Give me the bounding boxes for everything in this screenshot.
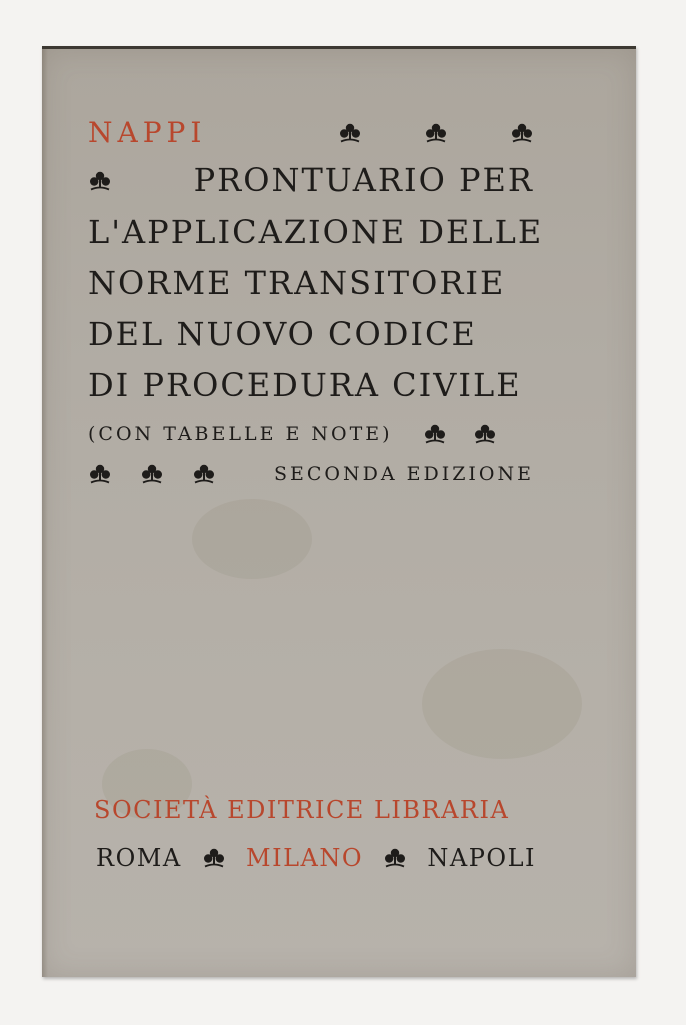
ornament-group: [338, 122, 534, 144]
subtitle: (CON TABELLE E NOTE): [88, 423, 393, 445]
cities-row: [96, 843, 536, 873]
title-text: DI PROCEDURA CIVILE: [88, 366, 522, 404]
publisher-row: [94, 795, 536, 825]
club-ornament-icon: [473, 423, 497, 445]
city-napoli: NAPOLI: [427, 844, 536, 872]
author-row: [88, 116, 534, 149]
club-ornament-icon: [192, 463, 216, 485]
city-roma: ROMA: [96, 844, 182, 872]
subtitle-row: [88, 421, 534, 447]
title-line-2: [88, 212, 544, 252]
club-ornament-icon: [424, 122, 448, 144]
title-text: NORME TRANSITORIE: [88, 264, 506, 302]
author-name: NAPPI: [88, 116, 207, 149]
title-line-5: [88, 365, 534, 405]
club-ornament-icon: [510, 122, 534, 144]
club-ornament-icon: [202, 847, 226, 869]
publisher-name: SOCIETÀ EDITRICE LIBRARIA: [94, 796, 510, 824]
club-ornament-icon: [140, 463, 164, 485]
title-line-1: [88, 160, 534, 200]
edition-row: [88, 461, 534, 487]
edition-text: SECONDA EDIZIONE: [273, 463, 534, 485]
club-ornament-icon: [383, 847, 407, 869]
club-ornament-icon: [88, 170, 112, 192]
title-line-3: [88, 263, 534, 303]
title-text: L'APPLICAZIONE DELLE: [88, 213, 544, 251]
title-text: DEL NUOVO CODICE: [88, 315, 477, 353]
title-line-4: [88, 314, 534, 354]
city-milano: MILANO: [246, 844, 364, 872]
club-ornament-icon: [88, 463, 112, 485]
club-ornament-icon: [423, 423, 447, 445]
club-ornament-icon: [338, 122, 362, 144]
title-text: PRONTUARIO PER: [193, 161, 534, 199]
